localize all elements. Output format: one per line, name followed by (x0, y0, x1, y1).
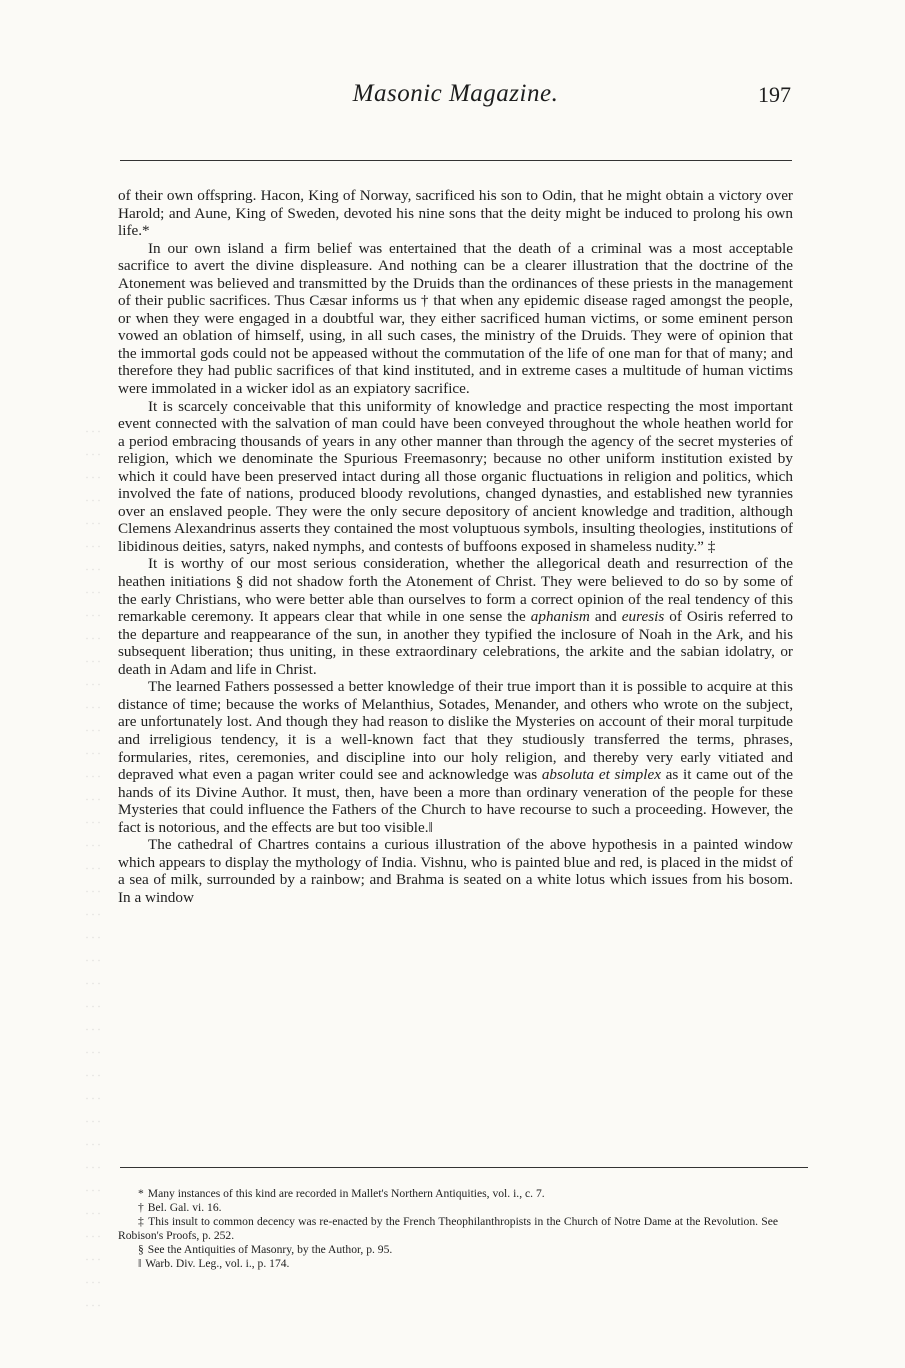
footnote-text: This insult to common decency was re-enacted by the French Theophilanthropists in the Church of Notre Dame at the Revolution. See Robison's Proofs, p. 252. (118, 1214, 779, 1242)
footnote (118, 1257, 778, 1271)
italic-text: absoluta et simplex (541, 766, 661, 784)
italic-text: euresis (621, 608, 665, 626)
body-paragraph (118, 678, 793, 836)
footnote (118, 1215, 778, 1243)
text-segment: as it came out of the hands of its Divine Author. It must, then, have been a more than ordinary veneration of the people for these Mysteries that could influence the Fathers of the Church to have recourse to such a proceeding. However, the fact is notorious, and the effects are but too visible.‖ (118, 766, 793, 836)
footnotes (118, 1187, 778, 1270)
header-rule (120, 160, 792, 161)
footnote-mark: * (138, 1187, 144, 1200)
body-paragraph (118, 836, 793, 906)
italic-text: aphanism (530, 608, 590, 626)
scan-specks (84, 420, 104, 1320)
running-title: Masonic Magazine. (352, 80, 559, 107)
footnote-mark: † (138, 1200, 144, 1214)
body-paragraph (118, 187, 793, 240)
text-segment: It is worthy of our most serious consideration, whether the allegorical death and resurrection of the heathen initiations § did not shadow forth the Atonement of Christ. They were believed to do so by some of the early Christians, who were better able than ourselves to form a correct opinion of the real tendency of this remarkable ceremony. It appears clear that while in one sense the (118, 555, 793, 626)
footnote (118, 1243, 778, 1257)
page-number: 197 (758, 82, 791, 107)
text-segment: In our own island a firm belief was entertained that the death of a criminal was a most acceptable sacrifice to avert the divine displeasure. And nothing can be a clearer illustration that the doctrine of the Atonement was believed and transmitted by the Druids than the ordinances of these priests in the management of their public sacrifices. Thus Cæsar informs us † that when any epidemic disease raged amongst the people, or when they were engaged in a doubtful war, they either sacrificed human victims, or some eminent person vowed an oblation of himself, using, in all such cases, the ministry of the Druids. They were of opinion that the immortal gods could not be appeased without the commutation of the life of one man for that of many; and therefore they had public sacrifices of that kind instituted, and in extreme cases a multitude of human victims were immolated in a wicker idol as an expiatory sacrifice. (118, 239, 793, 398)
text-segment: and (589, 608, 622, 626)
footnote-mark: ‖ (138, 1256, 142, 1270)
text-segment: It is scarcely conceivable that this uniformity of knowledge and practice respecting the most important event connected with the salvation of man could have been conveyed throughout the whole heathen world for a period embracing thousands of years in any other manner than through the agency of the secret mysteries of religion, which we denominate the Spurious Freemasonry; because no other uniform institution existed by which it could have been preserved intact during all those organic fluctuations in religion and politics, which involved the fate of nations, produced bloody revolutions, changed dynasties, and established new tyrannies over an enslaved people. They were the only secure depository of ancient knowledge and tradition, although Clemens Alexandrinus asserts they contained the most voluptuous symbols, insulting theologies, institutions of libidinous deities, satyrs, naked nymphs, and contests of buffoons exposed in shameless nudity.” ‡ (118, 397, 793, 555)
footnote-mark: ‡ (138, 1214, 145, 1228)
text-segment: The cathedral of Chartres contains a curious illustration of the above hypothesis in a painted window which appears to display the mythology of India. Vishnu, who is painted blue and red, is placed in the midst of a sea of milk, surrounded by a rainbow; and Brahma is seated on a white lotus which issues from his bosom. In a window (118, 836, 793, 906)
body-text (118, 187, 793, 906)
text-segment: The learned Fathers possessed a better knowledge of their true import than it is possible to acquire at this distance of time; because the works of Melanthius, Sotades, Menander, and others who wrote on the subject, are unfortunately lost. And though they had reason to dislike the Mysteries on account of their moral turpitude and irreligious tendency, it is a well-known fact that they studiously transferred the terms, phrases, formularies, rites, ceremonies, and discipline into our holy religion, and thereby very early vitiated and depraved what even a pagan writer could see and acknowledge was (118, 678, 793, 784)
footnote-text: Bel. Gal. vi. 16. (147, 1200, 222, 1214)
body-paragraph (118, 555, 793, 678)
footnote (118, 1201, 778, 1215)
footnote-text: Many instances of this kind are recorded in Mallet's Northern Antiquities, vol. i., c. 7. (147, 1187, 545, 1200)
text-segment: of Osiris referred to the departure and reappearance of the sun, in another they typified the inclosure of Noah in the Ark, and his subsequent liberation; thus uniting, in these extraordinary celebrations, the arkite and the sabian idolatry, or death in Adam and life in Christ. (118, 608, 793, 678)
footnote-rule (120, 1167, 808, 1168)
footnote-mark: § (138, 1242, 144, 1256)
footnote-text: Warb. Div. Leg., vol. i., p. 174. (145, 1256, 290, 1270)
footnote-text: See the Antiquities of Masonry, by the Author, p. 95. (147, 1242, 393, 1256)
body-paragraph (118, 398, 793, 556)
body-paragraph (118, 240, 793, 398)
page-header (118, 74, 793, 114)
footnote (118, 1187, 778, 1201)
text-segment: of their own offspring. Hacon, King of Norway, sacrificed his son to Odin, that he might obtain a victory over Harold; and Aune, King of Sweden, devoted his nine sons that the deity might be induced to prolong his own life.* (118, 187, 793, 240)
